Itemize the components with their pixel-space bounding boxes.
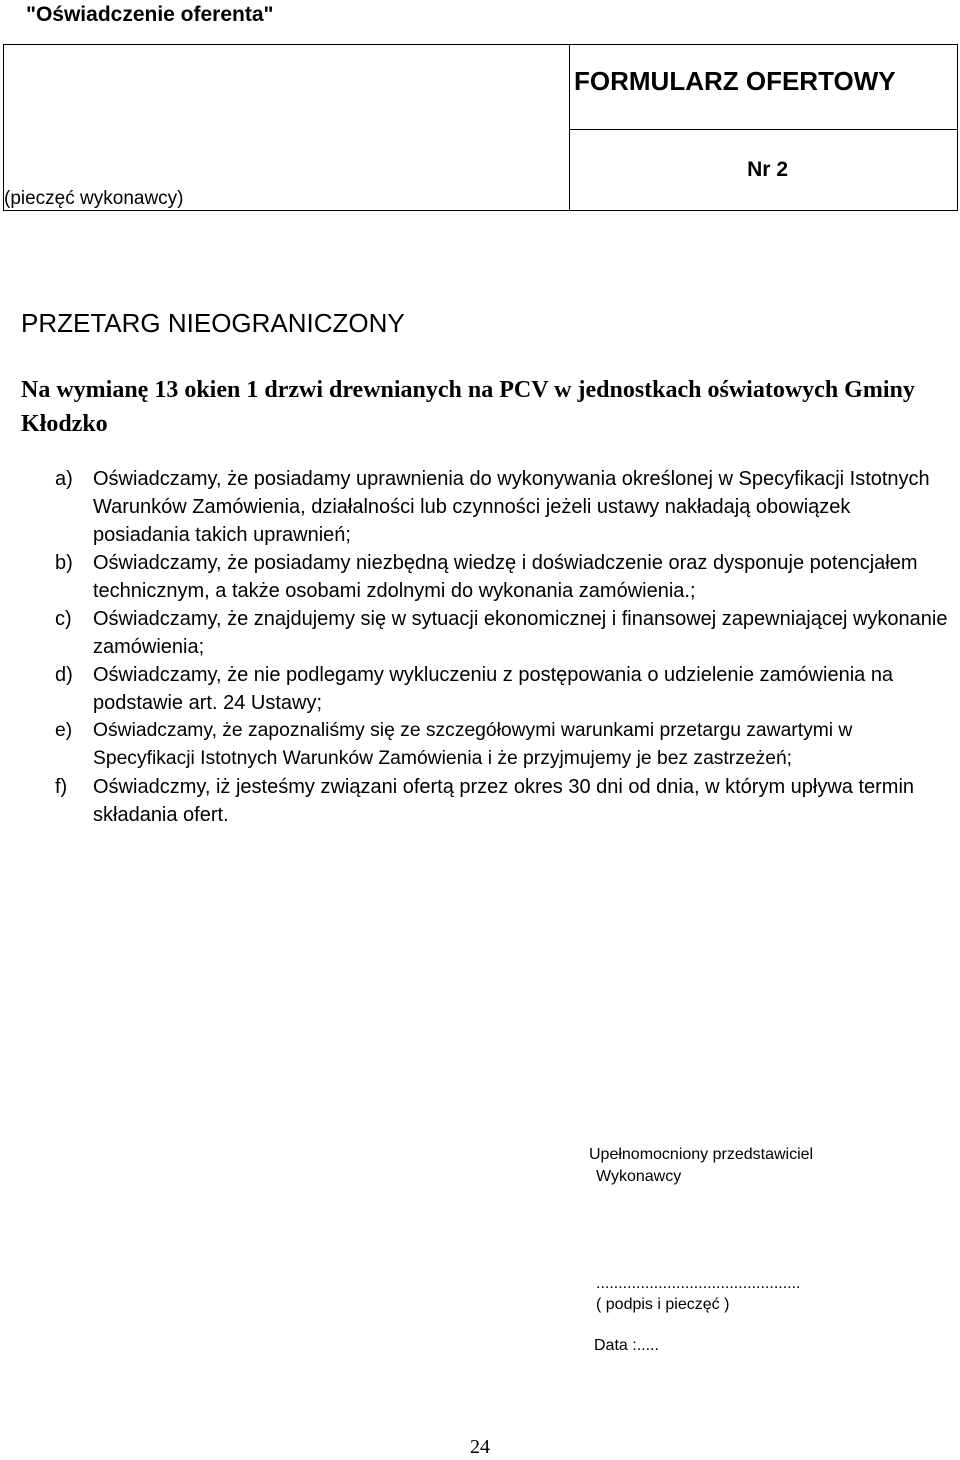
declaration-marker: f) xyxy=(55,776,68,798)
offer-form-header xyxy=(3,44,958,211)
declaration-text: Oświadczamy, że posiadamy uprawnienia do wykonywania określonej w Specyfikacji Istotnych Warunków Zamówienia, działalności lub czynności jeżeli ustawy nakładają obowiązek posiadania takich uprawnień; xyxy=(93,468,930,546)
declaration-item xyxy=(21,661,951,717)
page-number: 24 xyxy=(470,1436,490,1458)
declaration-item xyxy=(21,717,951,773)
representative-label: Upełnomocniony przedstawiciel xyxy=(589,1146,814,1163)
declaration-marker: b) xyxy=(55,552,73,574)
declaration-text: Oświadczamy, że znajdujemy się w sytuacji ekonomicznej i finansowej zapewniającej wykonanie zamówienia; xyxy=(93,608,948,658)
declaration-marker: e) xyxy=(55,720,73,741)
declaration-item xyxy=(21,773,951,829)
form-number: Nr 2 xyxy=(747,158,788,181)
declaration-marker: d) xyxy=(55,664,73,686)
contractor-label: Wykonawcy xyxy=(596,1168,682,1185)
tender-type: PRZETARG NIEOGRANICZONY xyxy=(21,308,405,338)
header-divider xyxy=(570,129,958,130)
declaration-text: Oświadczamy, że nie podlegamy wykluczeniu z postępowania o udzielenie zamówienia na podstawie art. 24 Ustawy; xyxy=(93,664,894,714)
declaration-item xyxy=(21,465,951,549)
declaration-item xyxy=(21,605,951,661)
declaration-marker: c) xyxy=(55,608,72,630)
tender-subject: Na wymianę 13 okien 1 drzwi drewnianych na PCV w jednostkach oświatowych Gminy Kłodzko xyxy=(21,377,915,437)
form-title: FORMULARZ OFERTOWY xyxy=(574,66,896,96)
form-title-column xyxy=(569,45,958,210)
contractor-stamp-label: (pieczęć wykonawcy) xyxy=(4,188,184,209)
signature-caption: ( podpis i pieczęć ) xyxy=(596,1296,730,1313)
declaration-text: Oświadczamy, że zapoznaliśmy się ze szczegółowymi warunkami przetargu zawartymi w Specyfikacji Istotnych Warunków Zamówienia i że przyjmujemy je bez zastrzeżeń; xyxy=(93,720,853,769)
declaration-marker: a) xyxy=(55,468,73,490)
document-heading: "Oświadczenie oferenta" xyxy=(26,3,274,26)
declaration-text: Oświadczmy, iż jesteśmy związani ofertą przez okres 30 dni od dnia, w którym upływa termin składania ofert. xyxy=(93,776,915,826)
declaration-item xyxy=(21,549,951,605)
signature-block xyxy=(589,1144,813,1188)
declarations-list xyxy=(21,465,951,829)
declaration-text: Oświadczamy, że posiadamy niezbędną wiedzę i doświadczenie oraz dysponuje potencjałem technicznym, a także osobami zdolnymi do wykonania zamówienia.; xyxy=(93,552,918,602)
date-label: Data :..... xyxy=(594,1337,659,1354)
signature-line: .............................................. xyxy=(596,1275,801,1292)
